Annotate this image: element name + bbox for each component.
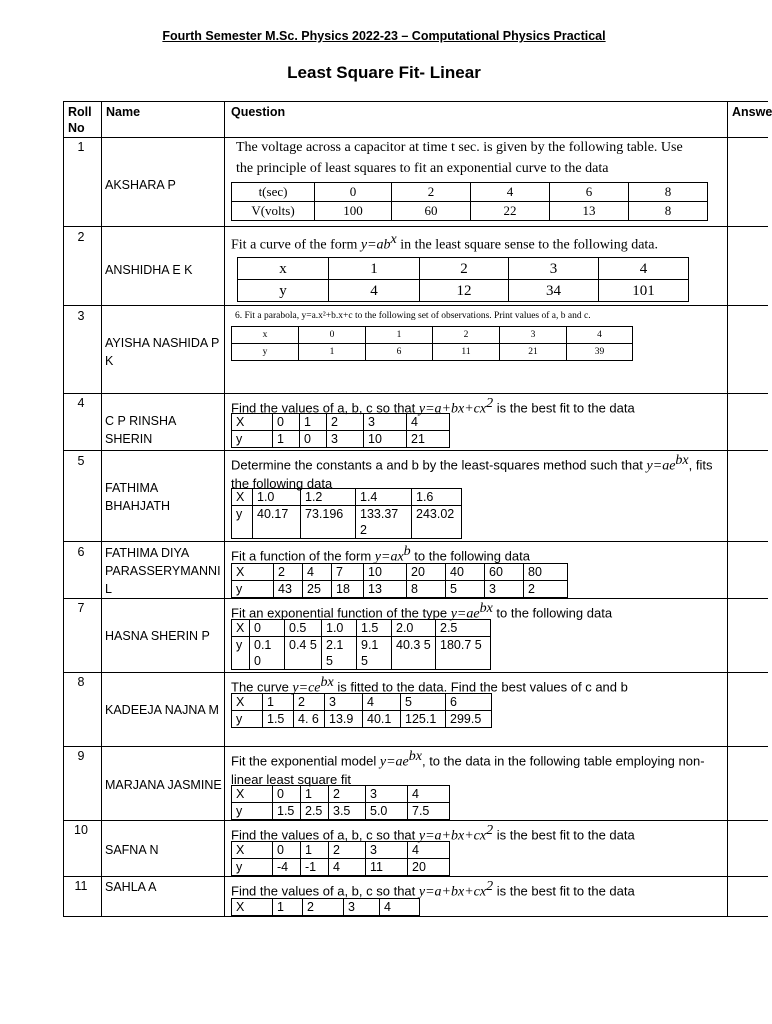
data-table: X 1.0 1.2 1.4 1.6 y 40.17 73.196 133.37 2 243.02: [231, 488, 462, 539]
column-header-answer: Answe: [732, 105, 772, 119]
roll-number: 9: [77, 749, 85, 763]
question-text: Fit a function of the form $y=ax^b$ to the following data: [231, 544, 530, 565]
student-name: C P RINSHA SHERIN: [105, 414, 176, 446]
student-name: ANSHIDHA E K: [105, 263, 193, 277]
roll-number: 3: [77, 309, 85, 323]
row-divider: [63, 746, 768, 747]
student-name: AYISHA NASHIDA P K: [105, 336, 220, 368]
data-table: X 0 1 2 3 4 y 1.5 2.5 3.5 5.0 7.5: [231, 785, 450, 820]
student-name: KADEEJA NAJNA M: [105, 703, 219, 717]
column-header-roll: Roll No: [68, 105, 92, 135]
student-name: FATHIMA DIYA PARASSERYMANNI L: [105, 546, 221, 596]
page-title: Least Square Fit- Linear: [287, 63, 481, 82]
data-table: X 1 2 3 4: [231, 898, 420, 916]
question-text: Fit an exponential function of the type $y=ae^{bx}$ to the following data: [231, 601, 613, 622]
roll-number: 8: [77, 675, 85, 689]
student-name: AKSHARA P: [105, 178, 176, 192]
question-text: Find the values of a, b, c so that $y=a+bx+cx^2$ is the best fit to the data: [231, 823, 635, 844]
student-name: HASNA SHERIN P: [105, 629, 210, 643]
question-text: Find the values of a, b, c so that $y=a+bx+cx^2$ is the best fit to the data: [231, 879, 635, 900]
table-border-bottom: [63, 916, 768, 917]
row-divider: [63, 305, 768, 306]
data-table: x 1 2 3 4 y 4 12 34 101: [237, 257, 689, 302]
question-text: The curve $y=ce^{bx}$ is fitted to the data. Find the best values of c and b: [231, 675, 628, 696]
roll-number: 2: [77, 230, 85, 244]
roll-number: 5: [77, 454, 85, 468]
column-border: [224, 101, 225, 917]
data-table: X 1 2 3 4 5 6 y 1.5 4. 6 13.9 40.1 125.1 299.5: [231, 693, 492, 728]
data-table: X 0 1 2 3 4 y -4 -1 4 11 20: [231, 841, 450, 876]
column-header-question: Question: [231, 105, 286, 119]
row-divider: [63, 541, 768, 542]
roll-number: 10: [74, 823, 88, 837]
student-name: FATHIMA BHAHJATH: [105, 481, 171, 513]
data-table: X 0 1 2 3 4 y 1 0 3 10 21: [231, 413, 450, 448]
data-table: X 0 0.5 1.0 1.5 2.0 2.5 y 0.1 0 0.4 5 2.1 5 9.1 5 40.3 5 180.7 5: [231, 619, 491, 670]
question-text: Determine the constants a and b by the least-squares method such that $y=ae^{bx}$, fits the following data: [231, 453, 713, 492]
course-heading: Fourth Semester M.Sc. Physics 2022-23 – Computational Physics Practical: [162, 29, 606, 43]
column-border: [63, 101, 64, 917]
roll-number: 4: [77, 396, 85, 410]
roll-number: 11: [74, 879, 88, 893]
row-divider: [63, 393, 768, 394]
row-divider: [63, 450, 768, 451]
column-header-name: Name: [106, 105, 141, 119]
question-text: Fit a curve of the form $y=ab^x$ in the least square sense to the following data.: [231, 232, 659, 253]
row-divider: [63, 226, 768, 227]
column-border: [101, 101, 102, 917]
roll-number: 1: [77, 140, 85, 154]
row-divider: [63, 820, 768, 821]
roll-number: 6: [77, 545, 85, 559]
row-divider: [63, 598, 768, 599]
table-border-top: [63, 101, 768, 102]
question-text: Find the values of a, b, c so that $y=a+bx+cx^2$ is the best fit to the data: [231, 396, 635, 417]
question-text: 6. Fit a parabola, y=a.x²+b.x+c to the following set of observations. Print values of a, b and c.: [235, 311, 591, 321]
row-divider: [63, 672, 768, 673]
question-text: The voltage across a capacitor at time t sec. is given by the following table. Use the principle of least squares to fit an exponential curve to the data: [236, 140, 683, 176]
student-name: MARJANA JASMINE: [105, 778, 222, 792]
student-name: SAFNA N: [105, 843, 159, 857]
question-text: Fit the exponential model $y=ae^{bx}$, to the data in the following table employing non- linear least square fit: [231, 749, 705, 788]
data-table: t(sec) 0 2 4 6 8 V(volts) 100 60 22 13 8: [231, 182, 708, 221]
data-table: X 2 4 7 10 20 40 60 80 y 43 25 18 13 8 5 3 2: [231, 563, 568, 598]
roll-number: 7: [77, 601, 85, 615]
row-divider: [63, 876, 768, 877]
column-border: [727, 101, 728, 917]
student-name: SAHLA A: [105, 880, 157, 894]
data-table: x 0 1 2 3 4 y 1 6 11 21 39: [231, 326, 633, 361]
